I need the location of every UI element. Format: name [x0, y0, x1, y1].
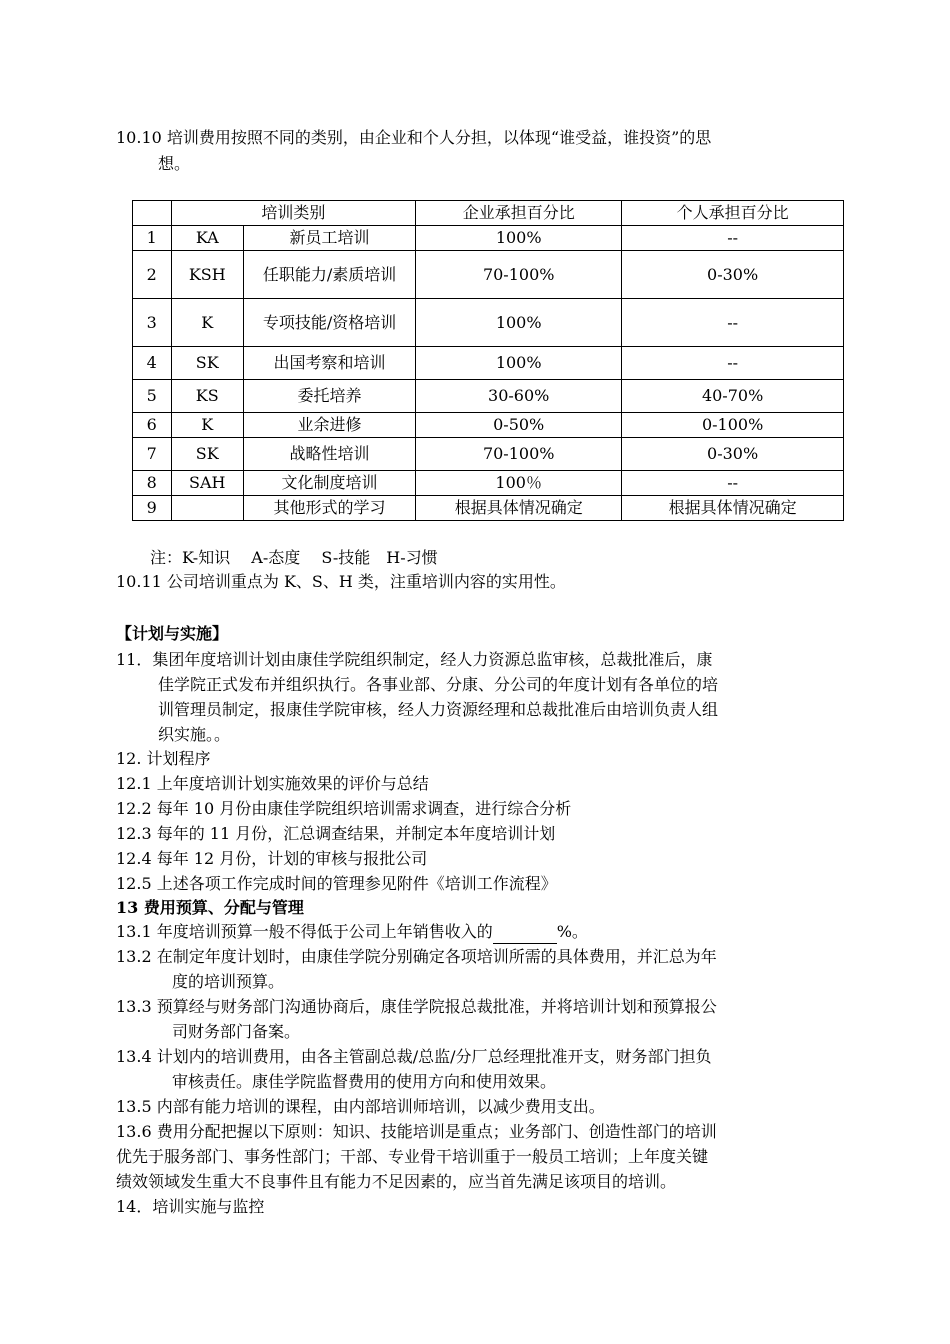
para-12-2: 12.2 每年 10 月份由康佳学院组织培训需求调查，进行综合分析 [116, 799, 572, 818]
row-personal: 0-30% [622, 251, 844, 299]
row-no: 7 [133, 438, 172, 471]
row-company: 100％ [416, 471, 622, 496]
section-heading-budget: 13 费用预算、分配与管理 [116, 898, 304, 917]
row-company: 70-100% [416, 438, 622, 471]
intro-line-1: 10.10 培训费用按照不同的类别，由企业和个人分担，以体现“谁受益，谁投资”的思 [116, 128, 712, 147]
row-type: 委托培养 [243, 380, 415, 413]
row-code: K [171, 413, 243, 438]
row-company: 100% [416, 226, 622, 251]
para-13-1-suffix: %。 [556, 922, 588, 941]
table-row [133, 413, 844, 438]
table-row [133, 380, 844, 413]
row-type: 战略性培训 [243, 438, 415, 471]
para-14: 14．培训实施与监控 [116, 1197, 265, 1216]
row-personal: 根据具体情况确定 [622, 496, 844, 521]
row-code: KS [171, 380, 243, 413]
para-13-3-line-1: 13.3 预算经与财务部门沟通协商后，康佳学院报总裁批准，并将培训计划和预算报公 [116, 997, 717, 1016]
para-12-5: 12.5 上述各项工作完成时间的管理参见附件《培训工作流程》 [116, 874, 557, 893]
row-personal: 40-70% [622, 380, 844, 413]
row-personal: 0-100% [622, 413, 844, 438]
table-row [133, 226, 844, 251]
header-company-share: 企业承担百分比 [416, 201, 622, 226]
row-personal: -- [622, 299, 844, 347]
row-type: 新员工培训 [243, 226, 415, 251]
table-row [133, 299, 844, 347]
para-13-6-line-1: 13.6 费用分配把握以下原则：知识、技能培训是重点；业务部门、创造性部门的培训 [116, 1122, 717, 1141]
para-13-1-text: 13.1 年度培训预算一般不得低于公司上年销售收入的 [116, 922, 493, 941]
para-13-3-line-2: 司财务部门备案。 [172, 1022, 301, 1041]
row-company: 根据具体情况确定 [416, 496, 622, 521]
blank-fill-line [493, 927, 557, 944]
row-no: 3 [133, 299, 172, 347]
para-13-6-line-3: 绩效领域发生重大不良事件且有能力不足因素的，应当首先满足该项目的培训。 [116, 1172, 677, 1191]
row-company: 70-100% [416, 251, 622, 299]
header-category: 培训类别 [171, 201, 416, 226]
row-personal: -- [622, 226, 844, 251]
intro-line-2: 想。 [158, 154, 191, 173]
row-personal: -- [622, 471, 844, 496]
para-13-5: 13.5 内部有能力培训的课程，由内部培训师培训，以减少费用支出。 [116, 1097, 605, 1116]
row-type: 专项技能/资格培训 [243, 299, 415, 347]
table-row [133, 471, 844, 496]
row-type: 出国考察和培训 [243, 347, 415, 380]
para-11-line-4: 织实施。。 [158, 725, 231, 744]
row-no: 1 [133, 226, 172, 251]
row-no: 4 [133, 347, 172, 380]
table-row [133, 251, 844, 299]
para-11-line-3: 训管理员制定，报康佳学院审核，经人力资源经理和总裁批准后由培训负责人组 [158, 700, 719, 719]
row-company: 0-50% [416, 413, 622, 438]
row-code: KSH [171, 251, 243, 299]
row-personal: -- [622, 347, 844, 380]
para-13-4-line-2: 审核责任。康佳学院监督费用的使用方向和使用效果。 [172, 1072, 557, 1091]
table-note: 注：K-知识 A-态度 S-技能 H-习惯 [150, 548, 438, 567]
para-13-2-line-1: 13.2 在制定年度计划时，由康佳学院分别确定各项培训所需的具体费用，并汇总为年 [116, 947, 717, 966]
para-11-line-1: 11．集团年度培训计划由康佳学院组织制定，经人力资源总监审核，总裁批准后，康 [116, 650, 713, 669]
training-cost-table [132, 200, 844, 521]
para-13-6-line-2: 优先于服务部门、事务性部门；干部、专业骨干培训重于一般员工培训；上年度关键 [116, 1147, 709, 1166]
header-personal-share: 个人承担百分比 [622, 201, 844, 226]
row-code [171, 496, 243, 521]
row-type: 文化制度培训 [243, 471, 415, 496]
row-no: 8 [133, 471, 172, 496]
row-code: K [171, 299, 243, 347]
row-code: SK [171, 438, 243, 471]
row-personal: 0-30% [622, 438, 844, 471]
para-12-4: 12.4 每年 12 月份，计划的审核与报批公司 [116, 849, 428, 868]
row-company: 100% [416, 299, 622, 347]
para-12: 12. 计划程序 [116, 749, 211, 768]
section-heading-plan: 【计划与实施】 [116, 624, 229, 643]
para-10-11: 10.11 公司培训重点为 K、S、H 类，注重培训内容的实用性。 [116, 572, 566, 591]
row-type: 任职能力/素质培训 [243, 251, 415, 299]
para-13-2-line-2: 度的培训预算。 [172, 972, 285, 991]
row-company: 30-60% [416, 380, 622, 413]
para-13-1 [116, 920, 588, 944]
row-type: 业余进修 [243, 413, 415, 438]
row-code: SAH [171, 471, 243, 496]
row-company: 100% [416, 347, 622, 380]
para-11-line-2: 佳学院正式发布并组织执行。各事业部、分康、分公司的年度计划有各单位的培 [158, 675, 719, 694]
table-header-row [133, 201, 844, 226]
para-13-4-line-1: 13.4 计划内的培训费用，由各主管副总裁/总监/分厂总经理批准开支，财务部门担负 [116, 1047, 712, 1066]
table-row [133, 496, 844, 521]
row-no: 6 [133, 413, 172, 438]
row-code: SK [171, 347, 243, 380]
table-row [133, 438, 844, 471]
row-no: 9 [133, 496, 172, 521]
row-no: 2 [133, 251, 172, 299]
row-no: 5 [133, 380, 172, 413]
header-no [133, 201, 172, 226]
table-row [133, 347, 844, 380]
row-code: KA [171, 226, 243, 251]
row-type: 其他形式的学习 [243, 496, 415, 521]
para-12-3: 12.3 每年的 11 月份，汇总调查结果，并制定本年度培训计划 [116, 824, 556, 843]
para-12-1: 12.1 上年度培训计划实施效果的评价与总结 [116, 774, 429, 793]
